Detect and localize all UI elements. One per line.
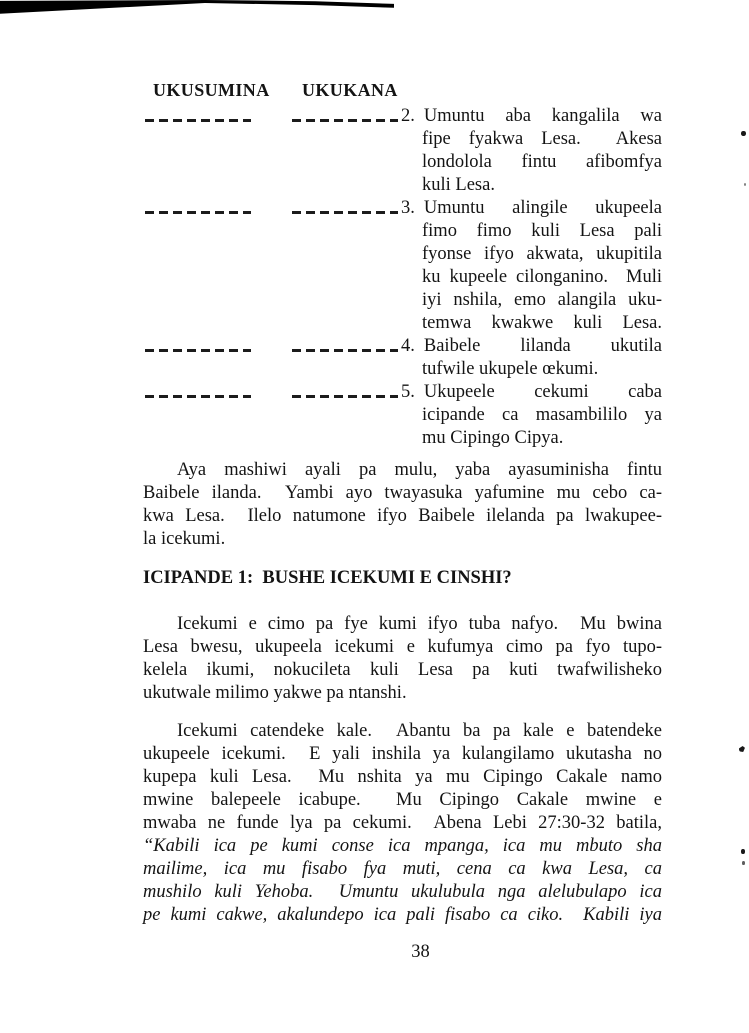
column-header-ukusumina: UKUSUMINA (153, 80, 270, 100)
paragraph-history (143, 720, 662, 927)
column-headers (143, 80, 662, 103)
checklist-item-text (401, 105, 662, 197)
text-line: temwa kwakwe kuli Lesa. (422, 313, 662, 333)
answer-blank-ukusumina (145, 119, 251, 122)
checklist-item-text (401, 197, 662, 335)
text-line: mwine balepeele icabupe. Mu Cipingo Cakale mwine e (143, 790, 662, 810)
item-number: 5. (401, 382, 415, 402)
page-number: 38 (411, 942, 430, 962)
scan-speck (742, 861, 745, 865)
text-line: icipande ca masambililo ya (422, 405, 662, 425)
answer-blank-ukusumina (145, 395, 251, 398)
checklist (143, 105, 662, 450)
item-number: 3. (401, 198, 415, 218)
scan-speck (744, 183, 746, 186)
answer-blank-ukukana (292, 211, 398, 214)
text-line: kelela ikumi, nokucileta kuli Lesa pa kuti twafwilisheko (143, 660, 662, 680)
item-number: 4. (401, 336, 415, 356)
text-line: 4. Baibele lilanda ukutila (401, 336, 662, 356)
text-line: fimo fimo kuli Lesa pali (422, 221, 662, 241)
text-line: Icekumi e cimo pa fye kumi ifyo tuba nafyo. Mu bwina (177, 614, 662, 634)
text-line: tufwile ukupele œkumi. (422, 359, 599, 379)
text-line: pe kumi cakwe, akalundepo ica pali fisabo ca ciko. Kabili iya (143, 905, 662, 925)
text-line: kwa Lesa. Ilelo natumone ifyo Baibele ilelanda pa lwakupee- (143, 506, 662, 526)
checklist-item (143, 197, 662, 335)
text-line: Baibele ilanda. Yambi ayo twayasuka yafumine mu cebo ca- (143, 483, 662, 503)
item-number: 2. (401, 106, 415, 126)
text-line: ukutwale milimo yakwe pa ntanshi. (143, 683, 407, 703)
paragraph-history-quote-italic (143, 835, 662, 927)
scan-artifact-top-bar (0, 0, 394, 15)
text-line: 5. Ukupeele cekumi caba (401, 382, 662, 402)
checklist-item-text (401, 335, 662, 381)
answer-blank-ukusumina (145, 349, 251, 352)
text-line: kupepa kuli Lesa. Mu nshita ya mu Cipingo Cakale namo (143, 767, 662, 787)
paragraph-history-roman (143, 720, 662, 835)
answer-blank-ukukana (292, 119, 398, 122)
text-line: 3. Umuntu alingile ukupeela (401, 198, 662, 218)
text-line: mailime, ica mu fisabo fya muti, cena ca kwa Lesa, ca (143, 859, 662, 879)
text-line: londolola fintu afibomfya (422, 152, 662, 172)
checklist-item (143, 335, 662, 381)
text-line: Aya mashiwi ayali pa mulu, yaba ayasuminisha fintu (177, 460, 662, 480)
answer-blank-ukusumina (145, 211, 251, 214)
text-line: la icekumi. (143, 529, 226, 549)
answer-blank-ukukana (292, 349, 398, 352)
text-line: Lesa bwesu, ukupeela icekumi e kufumya cimo pa fyo tupo- (143, 637, 662, 657)
scan-speck (741, 131, 746, 136)
text-line: fyonse ifyo akwata, ukupitila (422, 244, 662, 264)
text-line: ukupeele icekumi. E yali inshila ya kulangilamo ukutasha no (143, 744, 662, 764)
checklist-item (143, 105, 662, 197)
text-line: mwaba ne funde lya pa cekumi. Abena Lebi 27:30-32 batila, (143, 813, 662, 833)
paragraph-icekumi-definition (143, 613, 662, 705)
text-line: mushilo kuli Yehoba. Umuntu ukulubula nga alelubulapo ica (143, 882, 662, 902)
scan-speck (739, 746, 745, 752)
paragraph-intro (143, 459, 662, 551)
text-line: fipe fyakwa Lesa. Akesa (422, 129, 662, 149)
section-heading: ICIPANDE 1: BUSHE ICEKUMI E CINSHI? (143, 568, 512, 588)
text-line: 2. Umuntu aba kangalila wa (401, 106, 662, 126)
text-line: mu Cipingo Cipya. (422, 428, 564, 448)
text-line: ku kupeele cilonganino. Muli (422, 267, 662, 287)
text-line: Icekumi catendeke kale. Abantu ba pa kale e batendeke (177, 721, 662, 741)
text-line: iyi nshila, emo alangila uku- (422, 290, 662, 310)
column-header-ukukana: UKUKANA (302, 80, 398, 100)
scan-speck (741, 849, 745, 854)
text-line: “Kabili ica pe kumi conse ica mpanga, ica mu mbuto sha (143, 836, 662, 856)
checklist-item (143, 381, 662, 450)
checklist-item-text (401, 381, 662, 450)
text-line: kuli Lesa. (422, 175, 495, 195)
answer-blank-ukukana (292, 395, 398, 398)
page-content (143, 80, 662, 964)
